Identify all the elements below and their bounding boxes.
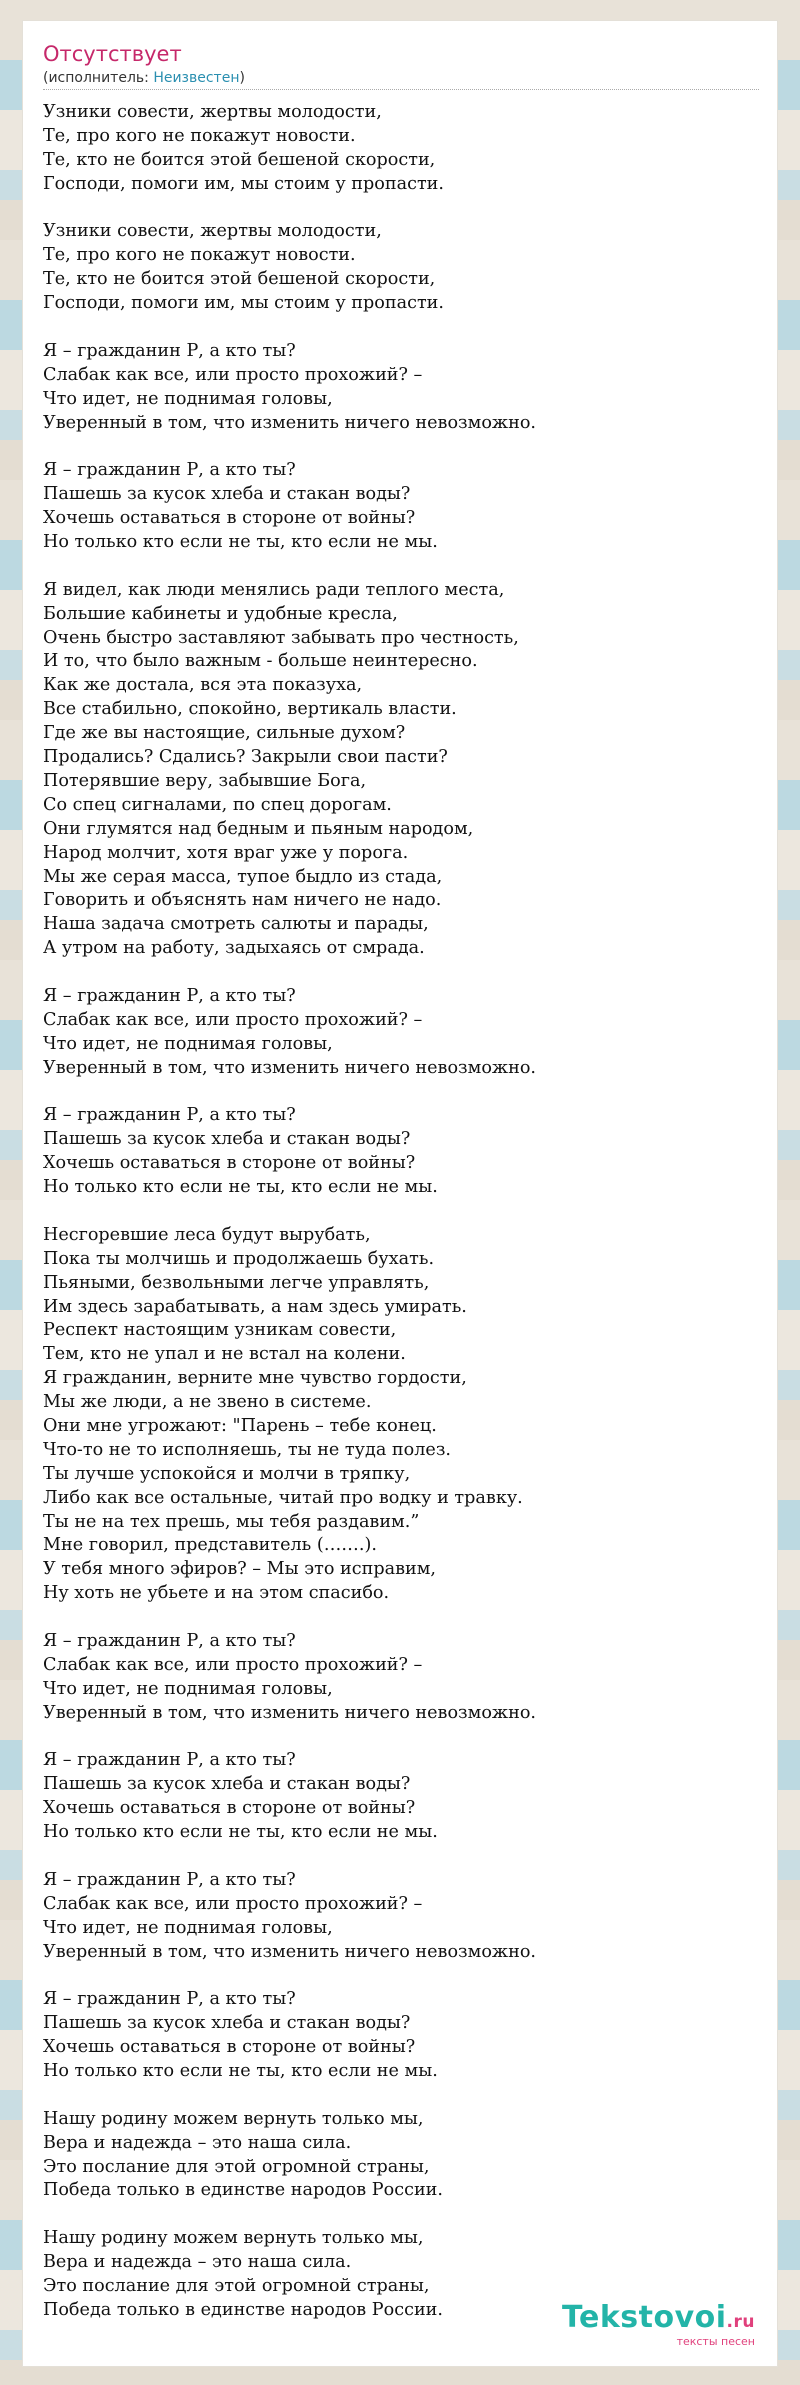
lyric-line: Господи, помоги им, мы стоим у пропасти. [43, 173, 444, 194]
lyric-line: Пока ты молчишь и продолжаешь бухать. [43, 1248, 435, 1269]
lyric-line: Как же достала, вся эта показуха, [43, 675, 363, 696]
lyric-line: А утром на работу, задыхаясь от смрада. [43, 938, 425, 959]
lyric-line: Но только кто если не ты, кто если не мы. [43, 1822, 438, 1843]
artist-line [43, 69, 759, 90]
lyric-line: Они глумятся над бедным и пьяным народом, [43, 818, 474, 839]
lyric-line: Но только кто если не ты, кто если не мы. [43, 1177, 438, 1198]
lyric-line: Им здесь зарабатывать, а нам здесь умирать. [43, 1296, 467, 1317]
lyric-line: Слабак как все, или просто прохожий? – [43, 1654, 423, 1675]
lyric-line: Мы же серая масса, тупое быдло из стада, [43, 866, 443, 887]
lyric-line: Что идет, не поднимая головы, [43, 1917, 333, 1938]
stanza-gap [43, 1081, 759, 1105]
lyric-line: Вера и надежда – это наша сила. [43, 2132, 352, 2153]
lyric-line: Это послание для этой огромной страны, [43, 2276, 430, 2297]
lyric-line: Узники совести, жертвы молодости, [43, 221, 382, 242]
lyric-line: Слабак как все, или просто прохожий? – [43, 1009, 423, 1030]
lyric-line: Потерявшие веру, забывшие Бога, [43, 770, 367, 791]
lyric-line: Мы же люди, а не звено в системе. [43, 1392, 372, 1413]
lyric-line: Я – гражданин Р, а кто ты? [43, 340, 296, 361]
stanza-gap [43, 2203, 759, 2227]
stanza-gap [43, 316, 759, 340]
lyric-line: Я – гражданин Р, а кто ты? [43, 1631, 296, 1651]
stanza-gap [43, 1606, 759, 1630]
logo-subtitle: тексты песен [676, 2335, 755, 2348]
artist-prefix: (исполнитель: [43, 70, 154, 86]
lyric-line: Хочешь оставаться в стороне от войны? [43, 2037, 416, 2058]
lyric-line: И то, что было важным - больше неинтересно. [43, 651, 478, 672]
lyric-line: Хочешь оставаться в стороне от войны? [43, 508, 416, 529]
lyric-line: Победа только в единстве народов России. [43, 2299, 443, 2320]
lyric-line: Либо как все остальные, читай про водку и травку. [43, 1487, 523, 1508]
lyric-line: Я – гражданин Р, а кто ты? [43, 1105, 296, 1126]
lyric-line: Пьяными, безвольными легче управлять, [43, 1272, 430, 1293]
lyric-line: Те, про кого не покажут новости. [43, 125, 356, 146]
lyric-line: Это послание для этой огромной страны, [43, 2156, 430, 2177]
lyric-line: Ты не на тех прешь, мы тебя раздавим.” [43, 1511, 420, 1532]
lyric-line: Респект настоящим узникам совести, [43, 1320, 397, 1341]
lyric-line: Я – гражданин Р, а кто ты? [43, 1750, 296, 1771]
lyric-line: Слабак как все, или просто прохожий? – [43, 1893, 423, 1914]
lyric-line: Но только кто если не ты, кто если не мы. [43, 2061, 438, 2082]
lyric-line: Я – гражданин Р, а кто ты? [43, 460, 296, 481]
lyric-line: Что идет, не поднимая головы, [43, 388, 333, 409]
lyric-line: Я – гражданин Р, а кто ты? [43, 1869, 296, 1890]
lyric-line: Узники совести, жертвы молодости, [43, 102, 382, 122]
artist-link[interactable]: Неизвестен [153, 70, 240, 86]
lyric-line: Пашешь за кусок хлеба и стакан воды? [43, 484, 411, 505]
stanza-gap [43, 435, 759, 459]
artist-suffix: ) [239, 70, 245, 86]
lyric-line: Пашешь за кусок хлеба и стакан воды? [43, 1129, 411, 1150]
stanza-gap [43, 1964, 759, 1988]
lyric-line: Нашу родину можем вернуть только мы, [43, 2108, 424, 2129]
lyric-line: Слабак как все, или просто прохожий? – [43, 364, 423, 385]
lyric-line: Те, про кого не покажут новости. [43, 245, 356, 266]
lyric-line: Большие кабинеты и удобные кресла, [43, 603, 398, 624]
lyric-line: Наша задача смотреть салюты и парады, [43, 914, 429, 935]
lyric-line: Со спец сигналами, по спец дорогам. [43, 794, 392, 815]
lyrics-text [43, 101, 759, 2323]
stanza-gap [43, 961, 759, 985]
logo-main-text: Tekstovoi [562, 2300, 727, 2335]
lyric-line: Народ молчит, хотя враг уже у порога. [43, 842, 409, 863]
lyric-line: Хочешь оставаться в стороне от войны? [43, 1798, 416, 1819]
lyrics-card [22, 20, 778, 2367]
lyric-line: Где же вы настоящие, сильные духом? [43, 723, 406, 744]
lyric-line: Те, кто не боится этой бешеной скорости, [43, 149, 436, 170]
lyric-line: Продались? Сдались? Закрыли свои пасти? [43, 747, 448, 768]
lyric-line: Нашу родину можем вернуть только мы, [43, 2228, 424, 2249]
lyric-line: Пашешь за кусок хлеба и стакан воды? [43, 2013, 411, 2034]
stanza-gap [43, 1726, 759, 1750]
stanza-gap [43, 2084, 759, 2108]
lyric-line: Мне говорил, представитель (…….). [43, 1535, 377, 1556]
site-logo[interactable] [562, 2302, 755, 2348]
lyric-line: Уверенный в том, что изменить ничего невозможно. [43, 1702, 537, 1723]
logo-tld: .ru [726, 2312, 755, 2332]
lyric-line: Но только кто если не ты, кто если не мы. [43, 532, 438, 553]
lyric-line: Они мне угрожают: "Парень – тебе конец. [43, 1415, 437, 1436]
lyric-line: Я – гражданин Р, а кто ты? [43, 985, 296, 1006]
song-title: Отсутствует [43, 42, 182, 66]
stanza-gap [43, 1200, 759, 1224]
lyric-line: Я гражданин, верните мне чувство гордости, [43, 1368, 467, 1389]
lyric-line: Вера и надежда – это наша сила. [43, 2252, 352, 2273]
lyric-line: Господи, помоги им, мы стоим у пропасти. [43, 293, 444, 314]
lyric-line: Победа только в единстве народов России. [43, 2180, 443, 2201]
lyric-line: Все стабильно, спокойно, вертикаль власти. [43, 699, 457, 720]
lyric-line: Несгоревшие леса будут вырубать, [43, 1224, 371, 1245]
lyric-line: Хочешь оставаться в стороне от войны? [43, 1153, 416, 1174]
stanza-gap [43, 555, 759, 579]
lyric-line: Очень быстро заставляют забывать про честность, [43, 627, 519, 648]
lyric-line: Я видел, как люди менялись ради теплого места, [43, 579, 505, 600]
lyric-line: Уверенный в том, что изменить ничего невозможно. [43, 1057, 537, 1078]
lyric-line: Ну хоть не убьете и на этом спасибо. [43, 1583, 390, 1604]
lyric-line: Что-то не то исполняешь, ты не туда полез. [43, 1439, 452, 1460]
lyric-line: Те, кто не боится этой бешеной скорости, [43, 269, 436, 290]
lyric-line: Говорить и объяснять нам ничего не надо. [43, 890, 442, 911]
lyric-line: Ты лучше успокойся и молчи в тряпку, [43, 1463, 411, 1484]
lyric-line: Что идет, не поднимая головы, [43, 1678, 333, 1699]
lyric-line: Что идет, не поднимая головы, [43, 1033, 333, 1054]
stanza-gap [43, 197, 759, 221]
lyric-line: У тебя много эфиров? – Мы это исправим, [43, 1559, 437, 1580]
stanza-gap [43, 1845, 759, 1869]
lyric-line: Я – гражданин Р, а кто ты? [43, 1989, 296, 2010]
lyric-line: Уверенный в том, что изменить ничего невозможно. [43, 1941, 537, 1962]
lyric-line: Пашешь за кусок хлеба и стакан воды? [43, 1774, 411, 1795]
lyric-line: Тем, кто не упал и не встал на колени. [43, 1344, 406, 1365]
lyric-line: Уверенный в том, что изменить ничего невозможно. [43, 412, 537, 433]
